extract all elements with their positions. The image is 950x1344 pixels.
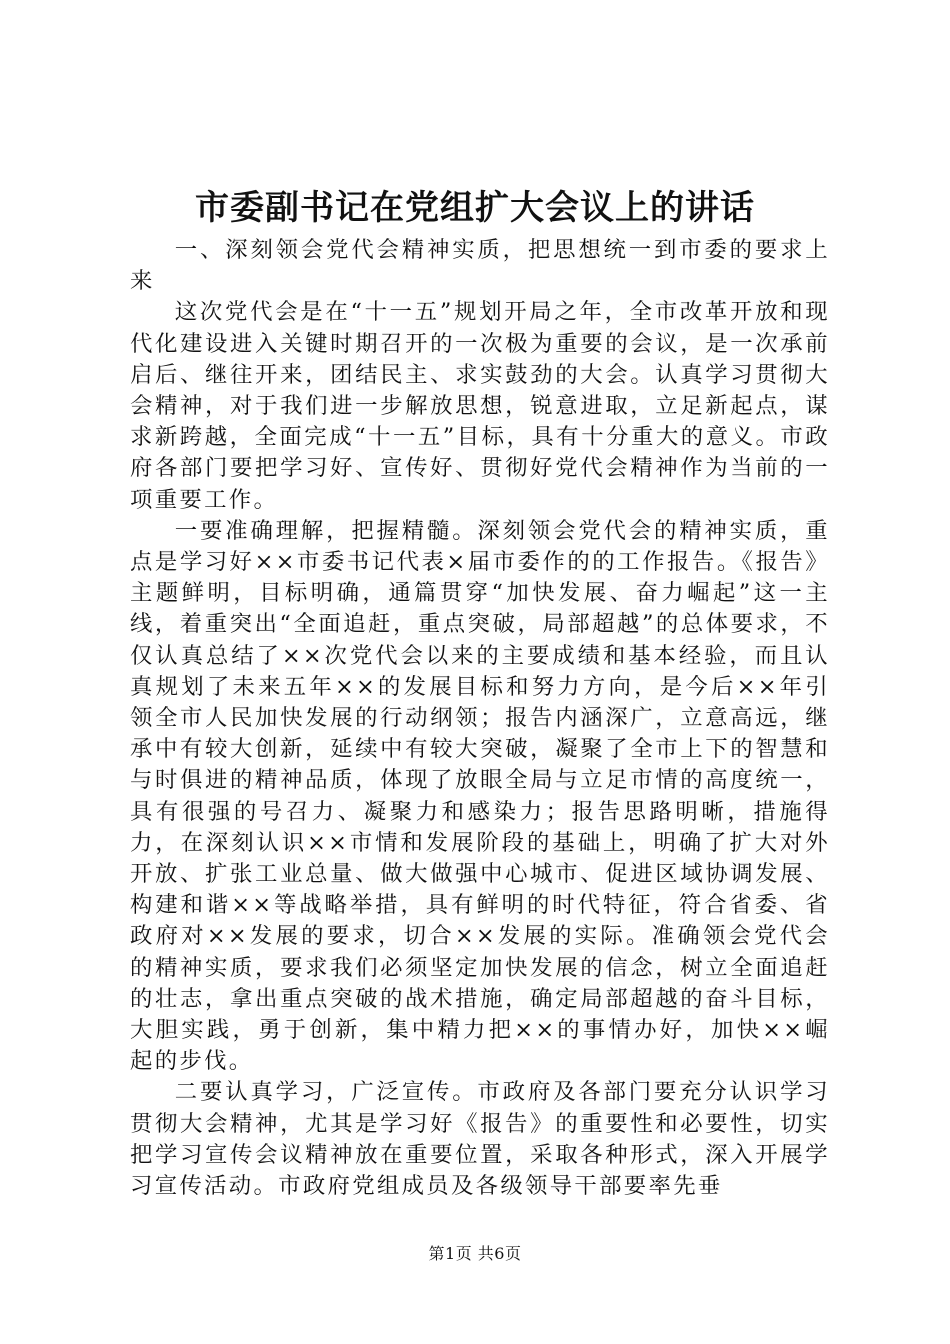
body-paragraph: 这次党代会是在“十一五”规划开局之年，全市改革开放和现代化建设进入关键时期召开的一次极为重要的会议，是一次承前启后、继往开来，团结民主、求实鼓劲的大会。认真学习贯彻大会精神，对于我们进一步解放思想，锐意进取，立足新起点，谋求新跨越，全面完成“十一五”目标，具有十分重大的意义。市政府各部门要把学习好、宣传好、贯彻好党代会精神作为当前的一项重要工作。 xyxy=(130,299,830,513)
body-paragraph: 二要认真学习，广泛宣传。市政府及各部门要充分认识学习贯彻大会精神，尤其是学习好《报告》的重要性和必要性，切实把学习宣传会议精神放在重要位置，采取各种形式，深入开展学习宣传活动。市政府党组成员及各级领导干部要率先垂 xyxy=(130,1079,830,1200)
page-number-footer: 第1页 共6页 xyxy=(428,1244,522,1263)
body-paragraph: 一要准确理解，把握精髓。深刻领会党代会的精神实质，重点是学习好××市委书记代表×届市委作的的工作报告。《报告》主题鲜明，目标明确，通篇贯穿“加快发展、奋力崛起”这一主线，着重突出“全面追赶，重点突破，局部超越”的总体要求，不仅认真总结了××次党代会以来的主要成绩和基本经验，而且认真规划了未来五年××的发展目标和努力方向，是今后××年引领全市人民加快发展的行动纲领；报告内涵深广，立意高远，继承中有较大创新，延续中有较大突破，凝聚了全市上下的智慧和与时俱进的精神品质，体现了放眼全局与立足市情的高度统一，具有很强的号召力、凝聚力和感染力；报告思路明晰，措施得力，在深刻认识××市情和发展阶段的基础上，明确了扩大对外开放、扩张工业总量、做大做强中心城市、促进区域协调发展、构建和谐××等战略举措，具有鲜明的时代特征，符合省委、省政府对××发展的要求，切合××发展的实际。准确领会党代会的精神实质，要求我们必须坚定加快发展的信念，树立全面追赶的壮志，拿出重点突破的战术措施，确定局部超越的奋斗目标，大胆实践，勇于创新，集中精力把××的事情办好，加快××崛起的步伐。 xyxy=(130,517,830,1075)
document-title: 市委副书记在党组扩大会议上的讲话 xyxy=(195,188,755,228)
section-heading: 一、深刻领会党代会精神实质，把思想统一到市委的要求上来 xyxy=(130,237,830,295)
document-body xyxy=(130,235,830,1202)
